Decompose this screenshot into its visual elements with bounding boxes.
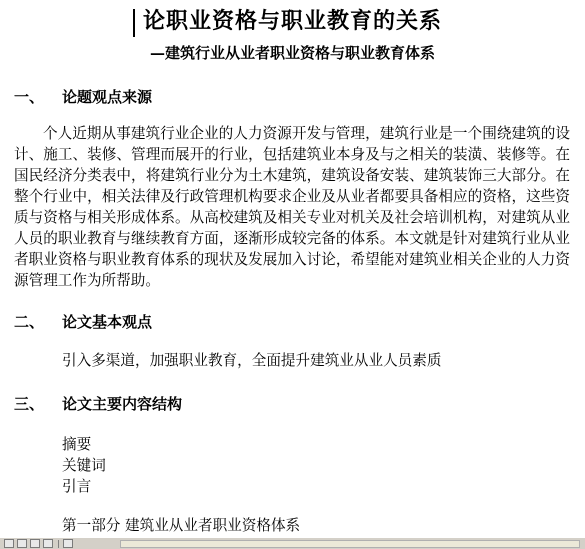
document-subtitle: —建筑行业从业者职业资格与职业教育体系 xyxy=(149,44,435,62)
section-title: 论文主要内容结构 xyxy=(62,395,183,413)
partial-line: 第一部分 建筑业从业者职业资格体系 xyxy=(62,517,301,534)
structure-item: 关键词 xyxy=(62,457,106,474)
section-title: 论文基本观点 xyxy=(62,313,153,331)
structure-item: 摘要 xyxy=(62,436,92,453)
section-title: 论题观点来源 xyxy=(62,88,153,106)
web-view-icon[interactable] xyxy=(17,539,27,548)
viewpoint-text: 引入多渠道，加强职业教育，全面提升建筑业从业人员素质 xyxy=(62,352,442,369)
section-number: 三、 xyxy=(14,395,45,413)
section-heading-2 xyxy=(14,311,152,333)
structure-item: 引言 xyxy=(62,478,92,495)
horizontal-scrollbar[interactable] xyxy=(120,540,580,548)
view-toolbar xyxy=(0,537,585,549)
outline-view-icon[interactable] xyxy=(43,539,53,548)
reading-view-icon[interactable] xyxy=(63,539,73,548)
document-title: 论职业资格与职业教育的关系 xyxy=(142,9,442,34)
section-number: 一、 xyxy=(14,88,45,106)
body-paragraph: 个人近期从事建筑行业企业的人力资源开发与管理，建筑行业是一个围绕建筑的设计、施工、装修、管理而展开的行业，包括建筑业本身及与之相关的装潢、装修等。在国民经济分类表中，将建筑行业分为土木建筑，建筑设备安装、建筑装饰三大部分。在整个行业中，相关法律及行政管理机构要求企业及从业者都要具备相应的资格，这些资质与资格与相关形成体系。从高校建筑及相关专业对机关及社会培训机构，对建筑从业人员的职业教育与继续教育方面，逐渐形成较完备的体系。本文就是针对建筑行业从业者职业资格与职业教育体系的现状及发展加入讨论，希望能对建筑业相关企业的人力资源管理工作为所帮助。 xyxy=(14,125,570,289)
section-heading-1 xyxy=(14,86,152,108)
section-heading-3 xyxy=(14,393,182,415)
print-view-icon[interactable] xyxy=(30,539,40,548)
toolbar-divider xyxy=(58,540,59,548)
section-number: 二、 xyxy=(14,313,45,331)
normal-view-icon[interactable] xyxy=(4,539,14,548)
